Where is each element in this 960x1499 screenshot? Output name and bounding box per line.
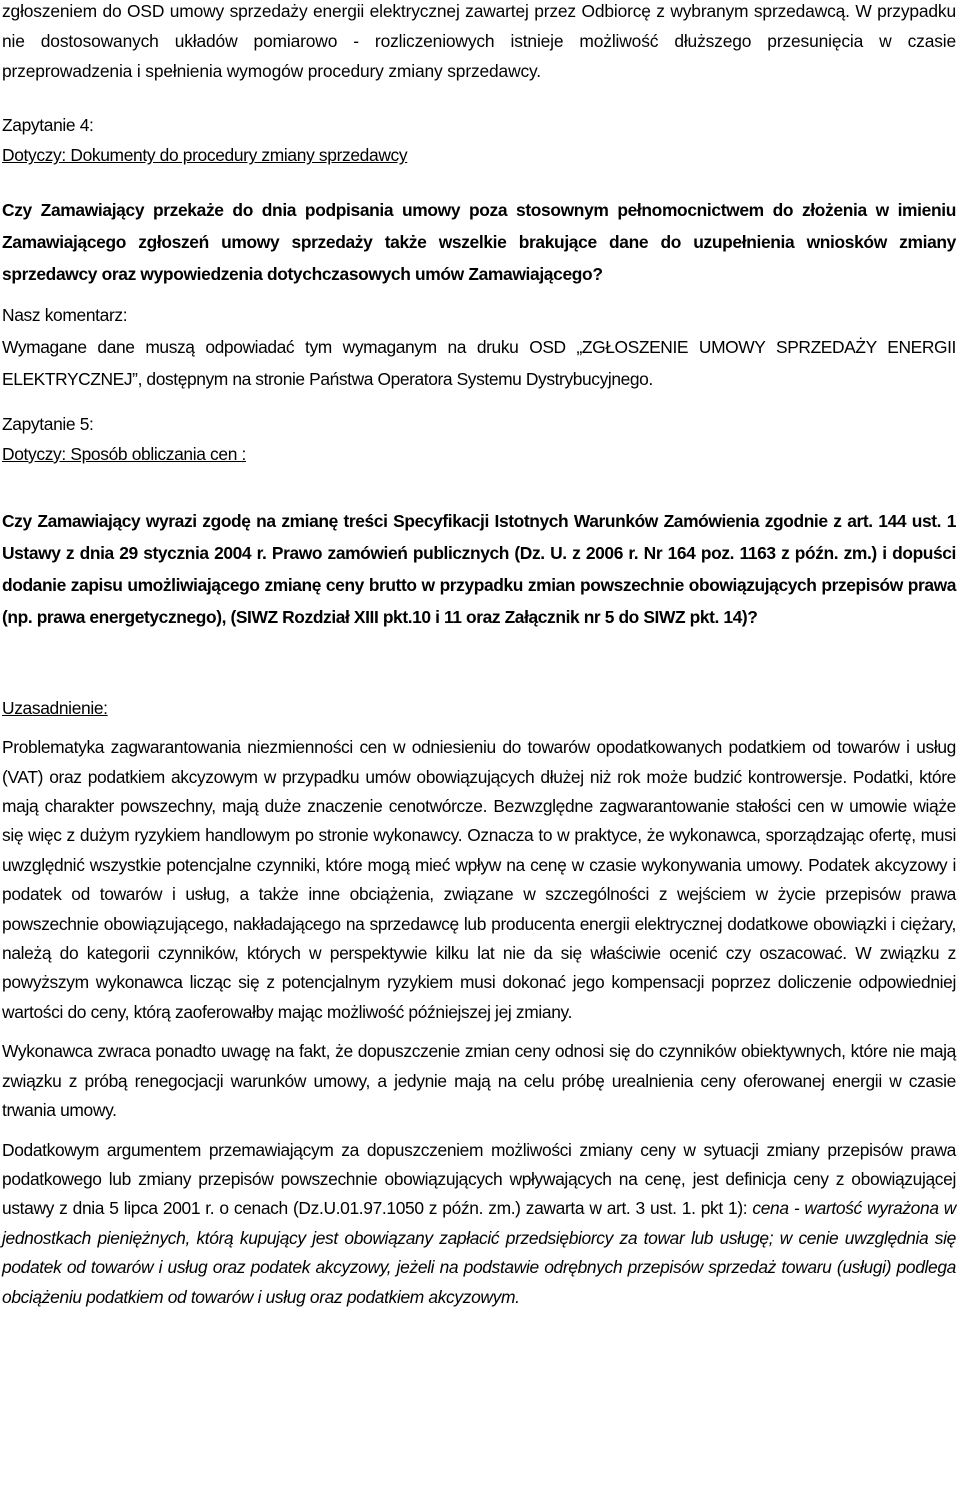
- q4-label: Zapytanie 4:: [2, 115, 94, 135]
- q4-subject: Dotyczy: Dokumenty do procedury zmiany sprzedawcy: [2, 145, 408, 166]
- q5-question: Czy Zamawiający wyrazi zgodę na zmianę treści Specyfikacji Istotnych Warunków Zamówienia zgodnie z art. 144 ust. 1 Ustawy z dnia 29 stycznia 2004 r. Prawo zamówień publicznych (Dz. U. z 2006 r. Nr 164 poz. 1163 z późn. zm.) i dopuści dodanie zapisu umożliwiającego zmianę ceny brutto w przypadku zmian powszechnie obowiązujących przepisów prawa (np. prawa energetycznego), (SIWZ Rozdział XIII pkt.10 i 11 oraz Załącznik nr 5 do SIWZ pkt. 14)?: [2, 511, 956, 628]
- q4-comment: Wymagane dane muszą odpowiadać tym wymaganym na druku OSD „ZGŁOSZENIE UMOWY SPRZEDAŻY ENERGII ELEKTRYCZNEJ”, dostępnym na stronie Państwa Operatora Systemu Dystrybucyjnego.: [2, 336, 956, 389]
- intro-paragraph: zgłoszeniem do OSD umowy sprzedaży energii elektrycznej zawartej przez Odbiorcę z wybranym sprzedawcą. W przypadku nie dostosowanych układów pomiarowo - rozliczeniowych istnieje możliwość dłuższego przesunięcia w czasie przeprowadzenia i spełnienia wymogów procedury zmiany sprzedawcy.: [2, 1, 956, 81]
- q4-question: Czy Zamawiający przekaże do dnia podpisania umowy poza stosownym pełnomocnictwem do złożenia w imieniu Zamawiającego zgłoszeń umowy sprzedaży także wszelkie brakujące dane do uzupełnienia wniosków zmiany sprzedawcy oraz wypowiedzenia dotychczasowych umów Zamawiającego?: [2, 200, 956, 285]
- paragraph-3-plain-text: Dodatkowym argumentem przemawiającym za dopuszczeniem możliwości zmiany ceny w sytuacji zmiany przepisów prawa podatkowego lub zmiany przepisów powszechnie obowiązujących wpływających na cenę, jest definicja ceny z obowiązującej ustawy z dnia 5 lipca 2001 r. o cenach (Dz.U.01.97.1050 z późn. zm.) zawarta w art. 3 ust. 1. pkt 1):: [2, 1139, 956, 1219]
- q4-comment-label: Nasz komentarz:: [2, 305, 128, 326]
- q5-justification-paragraph-1: Problematyka zagwarantowania niezmienności cen w odniesieniu do towarów opodatkowanych podatkiem od towarów i usług (VAT) oraz podatkiem akcyzowym w przypadku umów obowiązujących dłużej niż rok może budzić kontrowersje. Podatki, które mają charakter powszechny, mają duże znaczenie cenotwórcze. Bezwzględne zagwarantowanie stałości cen w umowie wiąże się więc z dużym ryzykiem handlowym po stronie wykonawcy. Oznacza to w praktyce, że wykonawca, sporządzając ofertę, musi uwzględnić wszystkie potencjalne czynniki, które mogą mieć wpływ na cenę w czasie wykonywania umowy. Podatek akcyzowy i podatek od towarów i usług, a także inne obciążenia, związane w szczególności z wejściem w życie przepisów prawa powszechnie obowiązującego, nakładającego na sprzedawcę lub producenta energii elektrycznej dodatkowe obowiązki i ciężary, należą do kategorii czynników, których w perspektywie kilku lat nie da się właściwie ocenić czy oszacować. W związku z powyższym wykonawca licząc się z potencjalnym ryzykiem musi dokonać jego kompensacji poprzez doliczenie odpowiedniej wartości do ceny, którą zaoferowałby mając możliwość późniejszej jej zmiany.: [2, 737, 956, 1022]
- q5-justification-paragraph-3: [2, 1136, 956, 1312]
- document-page: [2, 0, 956, 1312]
- price-definition-quote: cena - wartość wyrażona w jednostkach pieniężnych, którą kupujący jest obowiązany zapłacić przedsiębiorcy za towar lub usługę; w cenie uwzględnia się podatek od towarów i usług oraz podatek akcyzowy, jeżeli na podstawie odrębnych przepisów sprzedaż towaru (usługi) podlega obciążeniu podatkiem od towarów i usług oraz podatkiem akcyzowym.: [2, 1198, 956, 1307]
- q5-subject: Dotyczy: Sposób obliczania cen :: [2, 443, 246, 464]
- q5-justification-paragraph-2: Wykonawca zwraca ponadto uwagę na fakt, że dopuszczenie zmian ceny odnosi się do czynników obiektywnych, które nie mają związku z próbą renegocjacji warunków umowy, a jedynie mają na celu próbę urealnienia ceny oferowanej energii w czasie trwania umowy.: [2, 1041, 956, 1121]
- q5-justification-label: Uzasadnienie:: [2, 698, 108, 719]
- q5-label: Zapytanie 5:: [2, 413, 94, 434]
